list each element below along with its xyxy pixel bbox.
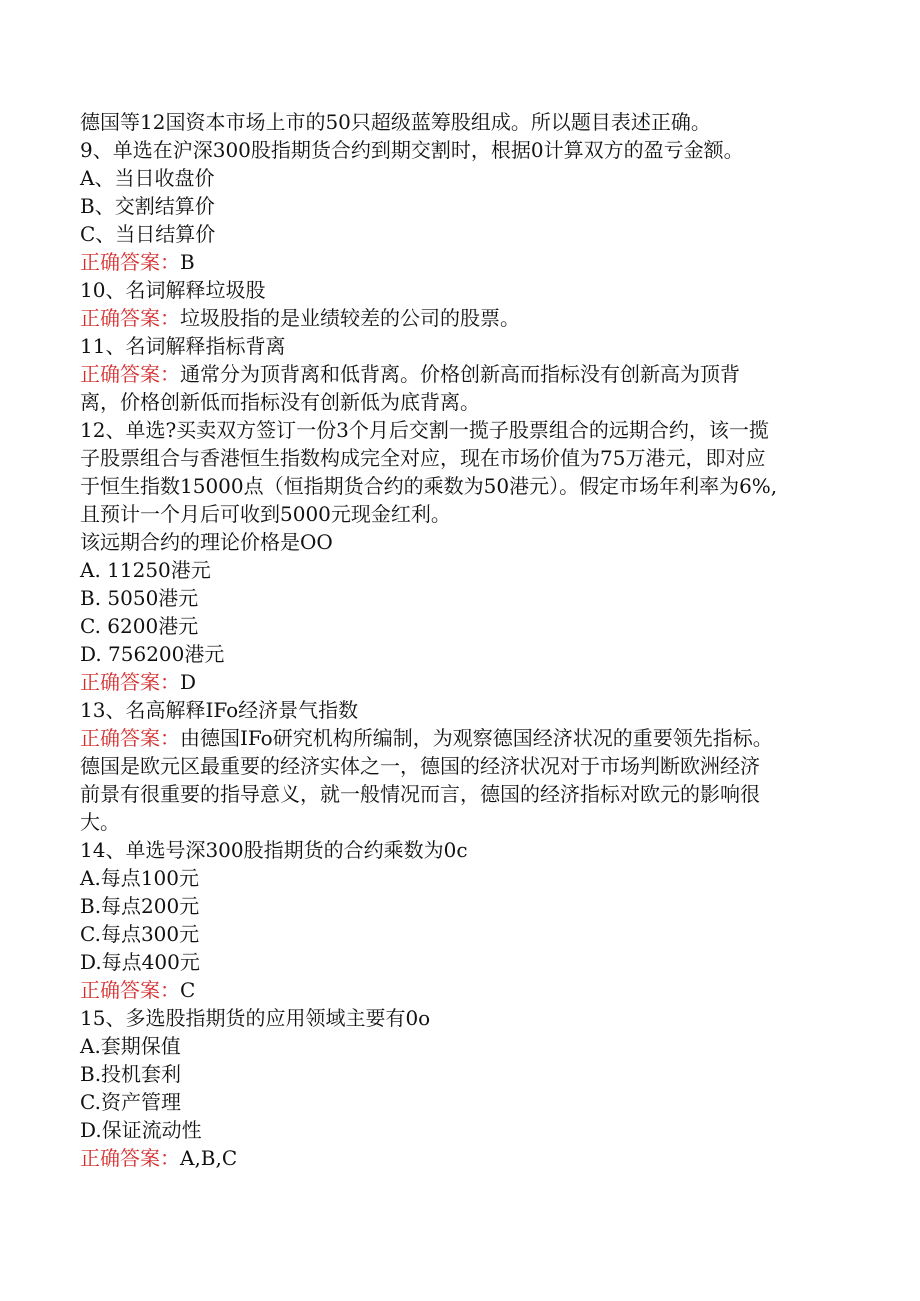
option-line: B. 5050港元 (80, 586, 199, 610)
text-line: 德国是欧元区最重要的经济实体之一，德国的经济状况对于市场判断欧洲经济 (80, 754, 760, 778)
answer-line (80, 1144, 840, 1172)
option-line: D. 756200港元 (80, 642, 225, 666)
answer-text: 垃圾股指的是业绩较差的公司的股票。 (180, 306, 520, 330)
text-line: 该远期合约的理论价格是OO (80, 530, 333, 554)
answer-line (80, 668, 840, 696)
option-line: C.每点300元 (80, 922, 200, 946)
answer-text: 通常分为顶背离和低背离。价格创新高而指标没有创新高为顶背 (180, 362, 740, 386)
option-line: C. 6200港元 (80, 614, 199, 638)
option-line: D.每点400元 (80, 950, 200, 974)
question-13: 13、名高解释IFo经济景气指数 (80, 698, 359, 722)
answer-label: 正确答案： (80, 726, 180, 750)
document-page (80, 108, 840, 1172)
text-line: 于恒生指数15000点（恒指期货合约的乘数为50港元）。假定市场年利率为6%, (80, 474, 778, 498)
option-line: A.套期保值 (80, 1034, 181, 1058)
question-9: 9、单选在沪深300股指期货合约到期交割时，根据0计算双方的盈亏金额。 (80, 138, 744, 162)
option-line: B.投机套利 (80, 1062, 182, 1086)
option-line: D.保证流动性 (80, 1118, 202, 1142)
answer-line (80, 724, 840, 752)
option-line: B.每点200元 (80, 894, 200, 918)
text-line: 且预计一个月后可收到5000元现金红利。 (80, 502, 451, 526)
answer-line (80, 360, 840, 388)
answer-label: 正确答案： (80, 978, 180, 1002)
answer-label: 正确答案： (80, 306, 180, 330)
answer-text: A,B,C (180, 1146, 238, 1170)
option-line: A、当日收盘价 (80, 166, 215, 190)
text-line: 大。 (80, 810, 120, 834)
answer-text: C (180, 978, 196, 1002)
text-line: 子股票组合与香港恒生指数构成完全对应，现在市场价值为75万港元，即对应 (80, 446, 766, 470)
text-line: 离，价格创新低而指标没有创新低为底背离。 (80, 390, 480, 414)
option-line: A.每点100元 (80, 866, 199, 890)
option-line: A. 11250港元 (80, 558, 211, 582)
question-10: 10、名词解释垃圾股 (80, 278, 266, 302)
answer-label: 正确答案： (80, 250, 180, 274)
question-12: 12、单选?买卖双方签订一份3个月后交割一揽子股票组合的远期合约，该一揽 (80, 418, 769, 442)
text-line: 前景有很重要的指导意义，就一般情况而言，德国的经济指标对欧元的影响很 (80, 782, 760, 806)
question-11: 11、名词解释指标背离 (80, 334, 286, 358)
answer-label: 正确答案： (80, 1146, 180, 1170)
answer-label: 正确答案： (80, 670, 180, 694)
answer-label: 正确答案： (80, 362, 180, 386)
answer-line (80, 304, 840, 332)
question-14: 14、单选号深300股指期货的合约乘数为0c (80, 838, 468, 862)
answer-line (80, 248, 840, 276)
answer-line (80, 976, 840, 1004)
option-line: C.资产管理 (80, 1090, 181, 1114)
answer-text: D (180, 670, 197, 694)
option-line: B、交割结算价 (80, 194, 215, 218)
answer-text: B (180, 250, 195, 274)
text-line: 德国等12国资本市场上市的50只超级蓝筹股组成。所以题目表述正确。 (80, 110, 711, 134)
question-15: 15、多选股指期货的应用领域主要有0o (80, 1006, 431, 1030)
option-line: C、当日结算价 (80, 222, 216, 246)
answer-text: 由德国IFo研究机构所编制，为观察德国经济状况的重要领先指标。 (180, 726, 773, 750)
